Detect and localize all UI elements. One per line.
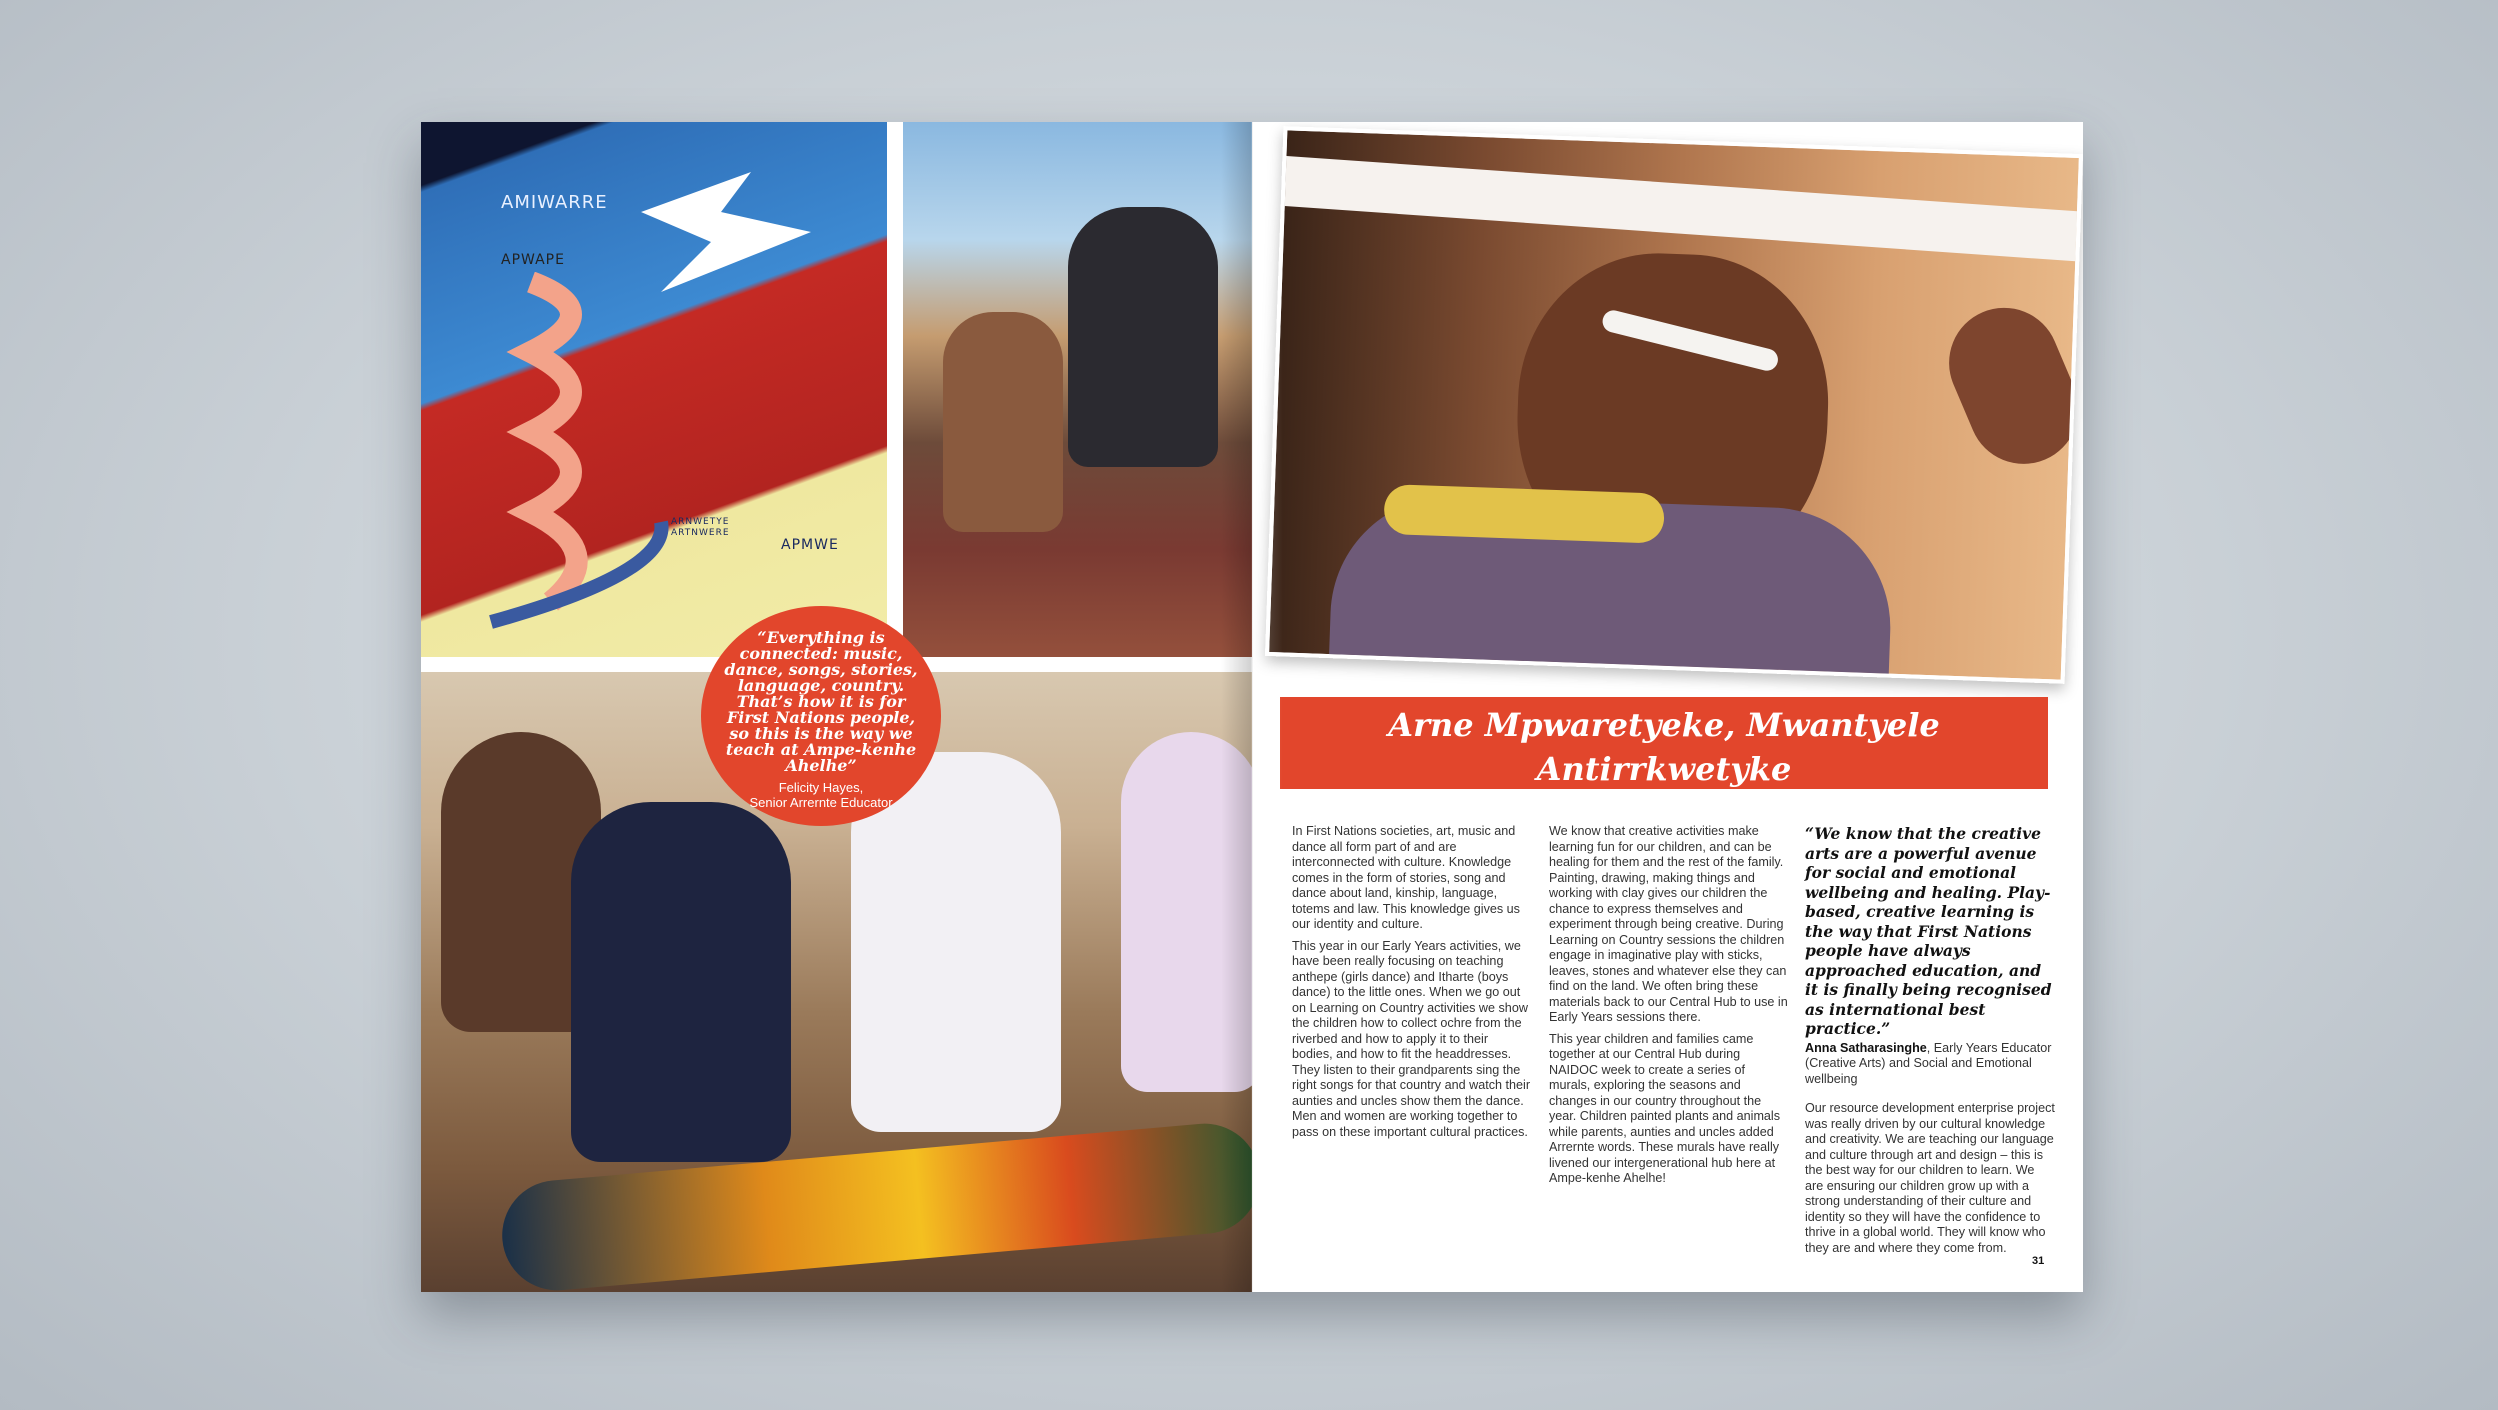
serpent-shape [471,272,671,632]
quote-role: Senior Arrernte Educator [749,795,893,810]
text-column-3 [1805,824,2055,1262]
paragraph: This year children and families came together at our Central Hub during NAIDOC week to create a series of murals, exploring the seasons and changes in our country throughout the year. Children painted plants and animals while parents, aunties and uncles added Arrernte words. These murals have really livened our intergenerational hub here at Ampe-kenhe Ahelhe! [1549,1031,1781,1185]
mural-label: APWAPE [501,252,565,268]
text-column-2 [1549,824,1789,1193]
quote-circle [701,606,941,826]
hand [1932,291,2083,481]
page-subtitle: Creative and Cultural Development and Wellbeing [1439,792,1889,813]
pull-quote: “We know that the creative arts are a powerful avenue for social and emotional wellbeing and healing. Play-based, creative learning is the way that First Nations people have always approached education, and it is finally being recognised as international best practice.” [1805,824,2052,1038]
headband [1265,155,2083,265]
elder-and-child-photo [903,122,1252,657]
pull-quote-name: Anna Satharasinghe [1805,1040,1927,1055]
mural-label: AMIWARRE [501,192,608,213]
collar [1383,484,1665,544]
mural-label: ARNWETYE ARTNWERE [671,517,730,538]
pull-quote-attribution [1805,1041,2055,1088]
title-banner [1280,697,2048,813]
mural-photo [421,122,887,657]
text-column-1 [1292,824,1532,1146]
child-figure [571,802,791,1162]
paragraph: In First Nations societies, art, music and dance all form part of and are interconnected with culture. Knowledge comes in the form of stories, song and dance about land, kinship, language, totems and law. This knowledge gives us our identity and culture. [1292,824,1520,931]
quote-name: Felicity Hayes, [778,780,864,795]
paragraph: We know that creative activities make learning fun for our children, and can be healing for them and the rest of the family. Painting, drawing, making things and working with clay gives our children the chance to express themselves and experiment through being creative. During Learning on Country sessions the children engage in imaginative play with sticks, leaves, stones and whatever else they can find on the land. We often bring these materials back to our Central Hub to use in Early Years sessions there. [1549,824,1788,1024]
left-page [421,122,1252,1292]
right-page [1252,122,2083,1292]
paragraph: This year in our Early Years activities, we have been really focusing on teaching anthepe (girls dance) and Itharte (boys dance) to the little ones. When we go out on Learning on Country activities we show the children how to collect ochre from the riverbed and how to apply it to their bodies, and how to fit the headdresses. They listen to their grandparents sing the right songs for that country and watch their aunties and uncles show them the dance. Men and women are working together to pass on these important cultural practices. [1292,938,1531,1139]
hero-photo [1265,126,2083,684]
paragraph: Our resource development enterprise project was really driven by our cultural knowledge and creativity. We are teaching our language and culture through art and design – this is the best way for our children to learn. We are ensuring our children grow up with a strong understanding of their culture and identity so they will have the confidence to thrive in a global world. They will know who they are and where they come from. [1805,1101,2055,1255]
quote-attribution [721,780,921,810]
child-figure [943,312,1063,532]
page-number: 31 [2032,1255,2045,1267]
mural-label: APMWE [781,537,839,553]
magazine-spread [421,122,2083,1292]
quote-text: “Everything is connected: music, dance, songs, stories, language, country. That’s how it is for First Nations people, so this is the way we teach at Ampe-kenhe Ahelhe” [724,628,918,775]
pull-quote-role: , Early Years Educator (Creative Arts) and Social and Emotional wellbeing [1805,1040,2052,1086]
elder-figure [1068,207,1218,467]
child-figure [1121,732,1252,1092]
page-title: Arne Mpwaretyeke, Mwantyele Antirrkwetyke [1388,706,1940,788]
